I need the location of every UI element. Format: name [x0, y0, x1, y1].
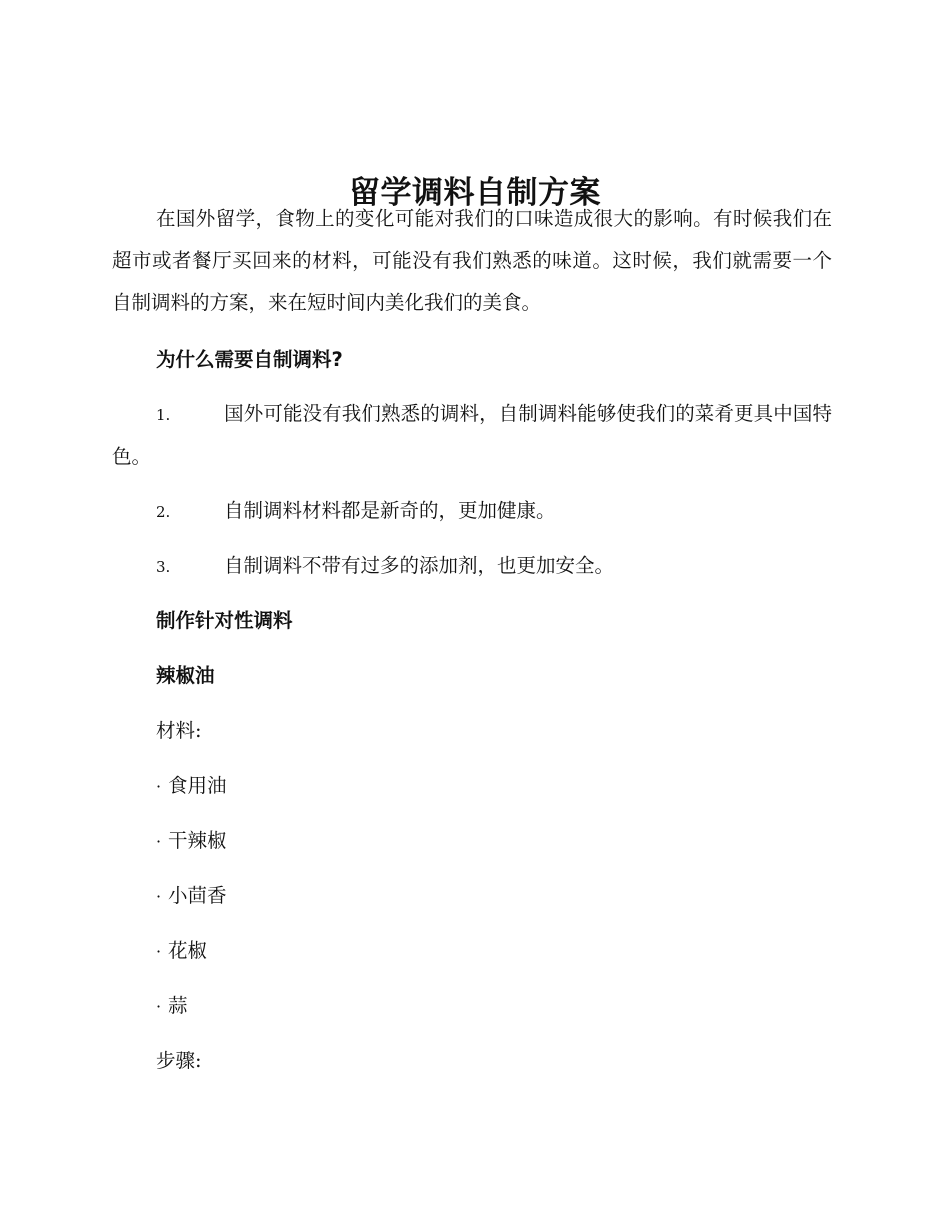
materials-label: 材料: — [156, 719, 202, 742]
recipe-name: 辣椒油 — [156, 664, 215, 687]
numbered-item — [112, 490, 832, 533]
material-item — [156, 826, 227, 857]
material-text: 蒜 — [168, 994, 188, 1017]
make-heading: 制作针对性调料 — [156, 609, 293, 632]
intro-paragraph: 在国外留学，食物上的变化可能对我们的口味造成很大的影响。有时候我们在超市或者餐厅买回来的材料，可能没有我们熟悉的味道。这时候，我们就需要一个自制调料的方案，来在短时间内美化我们的美食。 — [112, 207, 832, 314]
bullet-dot: · — [156, 887, 162, 906]
bullet-dot: · — [156, 777, 162, 796]
steps-label: 步骤: — [156, 1049, 202, 1072]
material-text: 小茴香 — [168, 884, 227, 907]
material-item — [156, 771, 227, 802]
material-text: 食用油 — [168, 774, 227, 797]
numbered-item — [112, 393, 832, 478]
bullet-dot: · — [156, 997, 162, 1016]
document-title: 留学调料自制方案 — [349, 174, 601, 211]
numbered-item — [112, 545, 832, 588]
item-number: 2. — [156, 503, 171, 521]
material-text: 花椒 — [168, 939, 208, 962]
bullet-dot: · — [156, 942, 162, 961]
bullet-dot: · — [156, 832, 162, 851]
material-item — [156, 991, 188, 1022]
material-item — [156, 936, 207, 967]
why-heading: 为什么需要自制调料? — [156, 348, 343, 371]
material-text: 干辣椒 — [168, 829, 227, 852]
item-text: 自制调料不带有过多的添加剂，也更加安全。 — [224, 554, 615, 577]
item-text: 自制调料材料都是新奇的，更加健康。 — [224, 499, 556, 522]
item-number: 3. — [156, 558, 171, 576]
item-number: 1. — [156, 406, 171, 424]
item-text: 国外可能没有我们熟悉的调料，自制调料能够使我们的菜肴更具中国特色。 — [112, 402, 832, 468]
material-item — [156, 881, 227, 912]
